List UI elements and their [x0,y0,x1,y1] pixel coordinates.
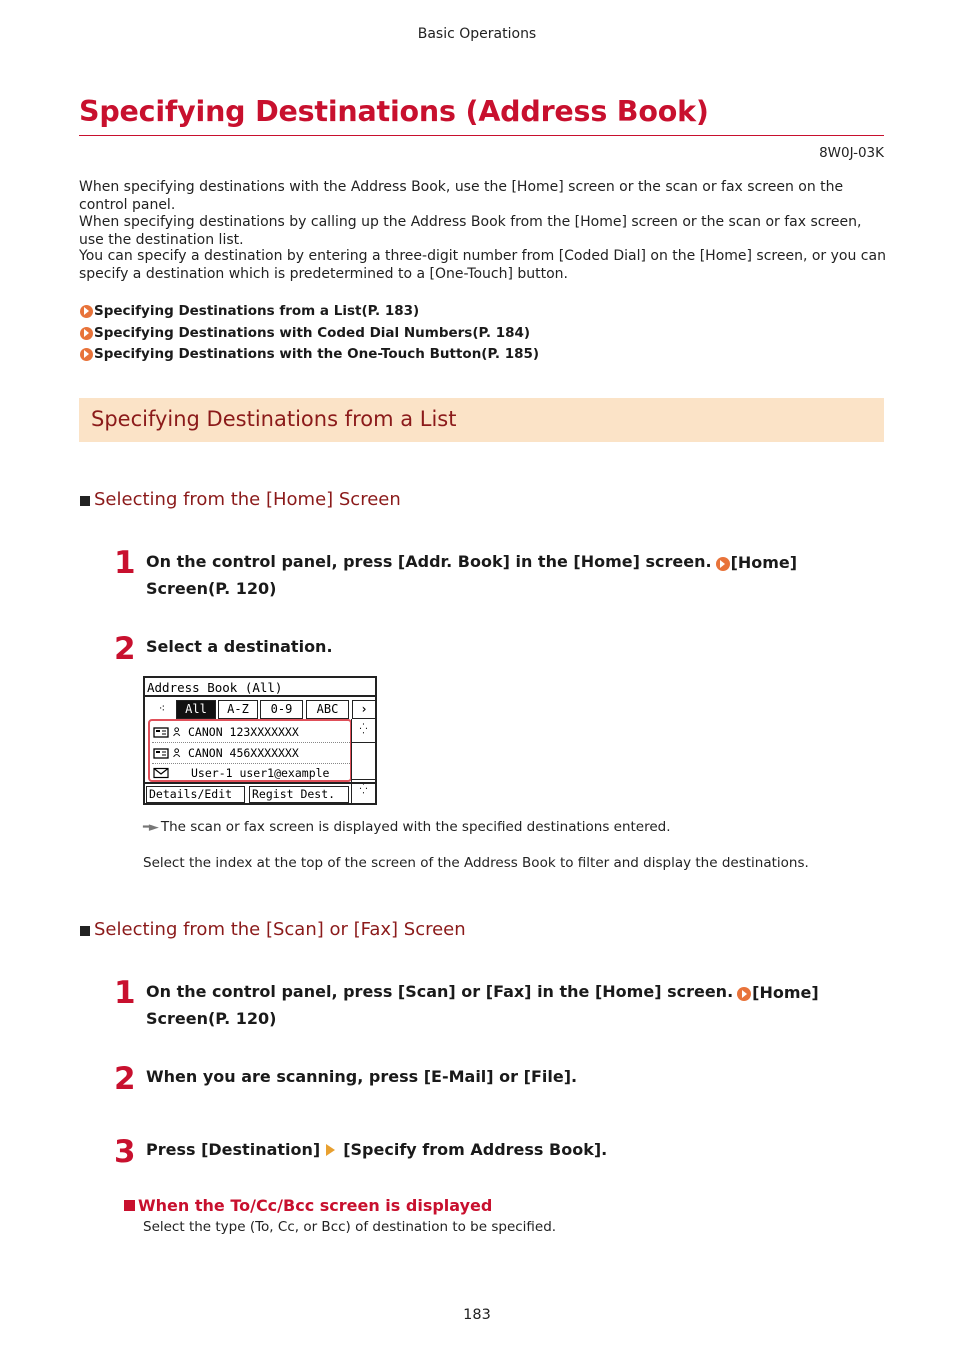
minor-heading-label: When the To/Cc/Bcc screen is displayed [138,1196,493,1215]
step-text [146,979,866,1032]
step-number: 1 [114,975,136,1011]
tab-abc[interactable]: ABC [306,700,349,719]
intro-paragraph-3: You can specify a destination by entering a three-digit number from [Coded Dial] on the [Home] screen, or you can specify a destination which is predetermined to a [One-Touch] button. [79,248,886,282]
step-text [146,549,846,602]
link-label: Specifying Destinations from a List(P. 183) [94,303,420,319]
link-from-list[interactable] [80,303,419,319]
page-title: Specifying Destinations (Address Book) [79,95,709,128]
link-coded-dial[interactable] [80,325,530,341]
step-text: When you are scanning, press [E-Mail] or [File]. [146,1067,578,1086]
result-arrow-icon: ━► [143,819,157,835]
link-label: [Home] [752,983,819,1002]
regist-dest-button[interactable]: Regist Dest. [249,786,349,803]
address-book-screen [143,676,377,805]
fax-icon [153,747,171,759]
panel-title: Address Book (All) [147,680,283,695]
minor-heading [124,1196,492,1215]
link-arrow-icon [80,327,93,340]
running-head: Basic Operations [417,26,537,42]
subheading-label: Selecting from the [Home] Screen [94,489,401,510]
link-tail[interactable]: Screen(P. 120) [146,1009,277,1028]
step-text: Select a destination. [146,637,333,656]
chevron-right-icon[interactable]: › [352,700,376,719]
subheading-label: Selecting from the [Scan] or [Fax] Screen [94,919,466,940]
list-item[interactable] [150,762,350,783]
step-text [146,1137,607,1163]
section-title: Specifying Destinations from a List [91,407,457,431]
doc-id: 8W0J-03K [819,145,884,161]
page-number: 183 [463,1307,491,1323]
home-screen-link[interactable] [733,980,819,1006]
step-number: 2 [114,1061,136,1097]
result-line [143,819,671,835]
subheading-home [80,489,401,510]
link-label: Specifying Destinations with the One-Touch Button(P. 185) [94,346,540,362]
destination-list [148,719,352,782]
minor-text: Select the type (To, Cc, or Bcc) of destination to be specified. [143,1219,557,1235]
envelope-icon [153,767,171,779]
tab-a-z[interactable]: A-Z [218,700,258,719]
destination-name: CANON 123XXXXXXX [188,724,299,739]
note-text: Select the index at the top of the screen of the Address Book to filter and display the destinations. [143,855,809,871]
intro-paragraph-2: When specifying destinations by calling up the Address Book from the [Home] screen or the scan or fax screen, use the destination list. [79,214,862,248]
destination-name: User-1 user1@example [191,765,330,780]
step-instruction: On the control panel, press [Addr. Book] in the [Home] screen. [146,552,712,571]
square-bullet-icon [124,1200,135,1211]
square-bullet-icon [80,926,90,936]
person-group-icon [172,747,186,759]
triangle-arrow-icon [326,1144,335,1156]
step-instruction: [Specify from Address Book]. [343,1140,608,1159]
link-arrow-icon [80,305,93,318]
link-arrow-icon [716,557,730,571]
step-number: 1 [114,545,136,581]
subheading-scan-fax [80,919,466,940]
square-bullet-icon [80,496,90,506]
list-item[interactable] [150,721,350,742]
person-group-icon [172,726,186,738]
step-number: 3 [114,1134,136,1170]
panel-bottom-bar [145,782,375,803]
link-label: [Home] [730,553,798,572]
step-instruction: On the control panel, press [Scan] or [Fax] in the [Home] screen. [146,982,734,1001]
link-tail[interactable]: Screen(P. 120) [146,579,277,598]
fax-icon [153,726,171,738]
destination-name: CANON 456XXXXXXX [188,745,299,760]
title-rule [79,135,884,136]
list-item[interactable] [150,742,350,763]
tab-0-9[interactable]: 0-9 [260,700,303,719]
details-edit-button[interactable]: Details/Edit [146,786,245,803]
link-label: Specifying Destinations with Coded Dial Numbers(P. 184) [94,325,531,341]
scroll-left-icon[interactable]: ⁖ [158,702,166,715]
link-arrow-icon [80,348,93,361]
panel-divider [145,695,375,697]
tab-all[interactable]: All [176,700,216,719]
scroll-down-icon[interactable]: ⁛ [351,779,375,803]
intro-paragraph-1: When specifying destinations with the Address Book, use the [Home] screen or the scan or fax screen on the control panel. [79,179,844,213]
step-instruction: Press [Destination] [146,1140,321,1159]
scroll-track[interactable] [351,743,375,779]
scroll-up-icon[interactable]: ⁛ [351,719,375,743]
result-text: The scan or fax screen is displayed with the specified destinations entered. [160,819,671,835]
step-number: 2 [114,631,136,667]
link-one-touch[interactable] [80,346,539,362]
link-arrow-icon [737,987,751,1001]
home-screen-link[interactable] [712,550,798,576]
